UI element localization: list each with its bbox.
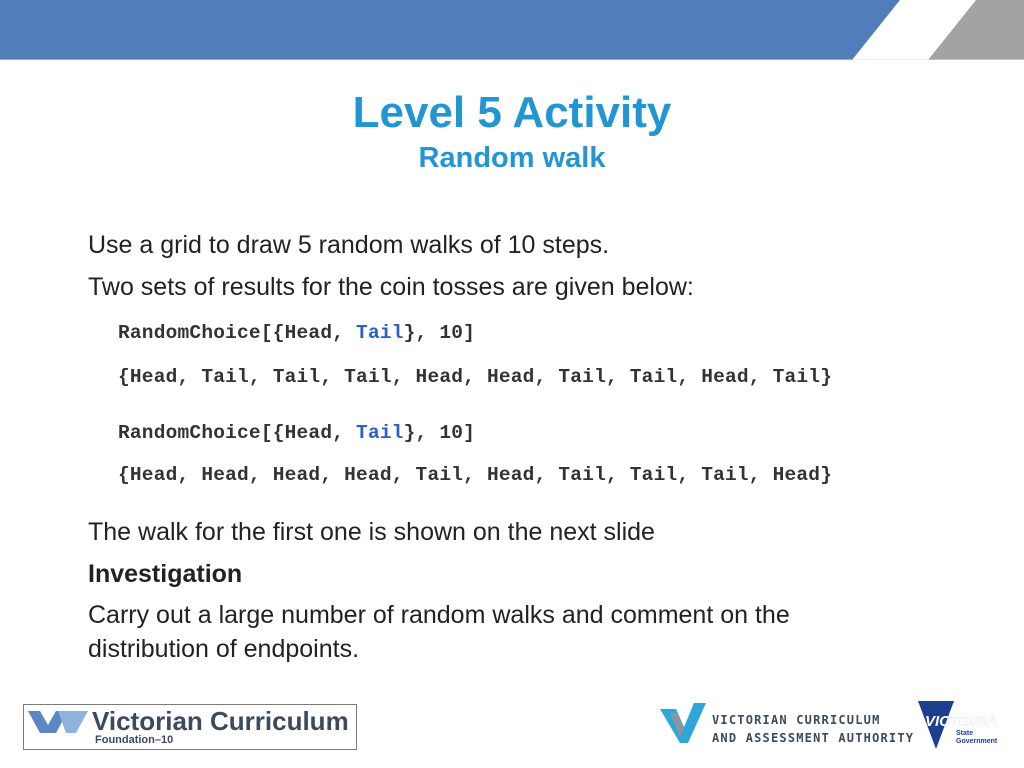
slide-subtitle: Random walk — [418, 142, 606, 174]
vcaa-line-2: AND ASSESSMENT AUTHORITY — [712, 731, 915, 745]
vcaa-line-1: VICTORIAN CURRICULUM — [712, 713, 881, 727]
vc-logo-subtitle: Foundation–10 — [95, 734, 174, 746]
intro-line-1: Use a grid to draw 5 random walks of 10 steps. — [88, 231, 610, 259]
investigation-heading: Investigation — [88, 560, 243, 588]
top-banner — [0, 0, 1024, 60]
vc-chevron-icon — [28, 711, 88, 733]
code-input-2 — [118, 422, 475, 444]
investigation-line-2: distribution of endpoints. — [88, 635, 360, 663]
code-input-highlight: Tail — [356, 422, 404, 444]
victoria-logo-title: VICTORIA — [925, 713, 997, 730]
code-input-prefix: RandomChoice[{Head, — [118, 322, 357, 344]
intro-line-2: Two sets of results for the coin tosses are given below: — [88, 273, 694, 301]
investigation-line-1: Carry out a large number of random walks and comment on the — [88, 601, 790, 629]
slide-title: Level 5 Activity — [352, 88, 672, 137]
code-output-2: {Head, Head, Head, Head, Tail, Head, Tail, Tail, Tail, Head} — [118, 464, 833, 486]
vcaa-logo-icon — [660, 703, 708, 745]
victorian-curriculum-logo — [23, 704, 357, 750]
code-input-1 — [118, 322, 475, 344]
code-input-suffix: }, 10] — [403, 322, 476, 344]
code-input-suffix: }, 10] — [403, 422, 476, 444]
code-input-prefix: RandomChoice[{Head, — [118, 422, 357, 444]
vc-logo-title: Victorian Curriculum — [92, 706, 349, 736]
code-output-1: {Head, Tail, Tail, Tail, Head, Head, Tail, Tail, Head, Tail} — [118, 366, 833, 388]
note-text: The walk for the first one is shown on the next slide — [88, 518, 655, 546]
victoria-logo-sub-2: Government — [956, 738, 998, 745]
code-input-highlight: Tail — [356, 322, 404, 344]
victoria-logo-sub-1: State — [956, 730, 974, 737]
